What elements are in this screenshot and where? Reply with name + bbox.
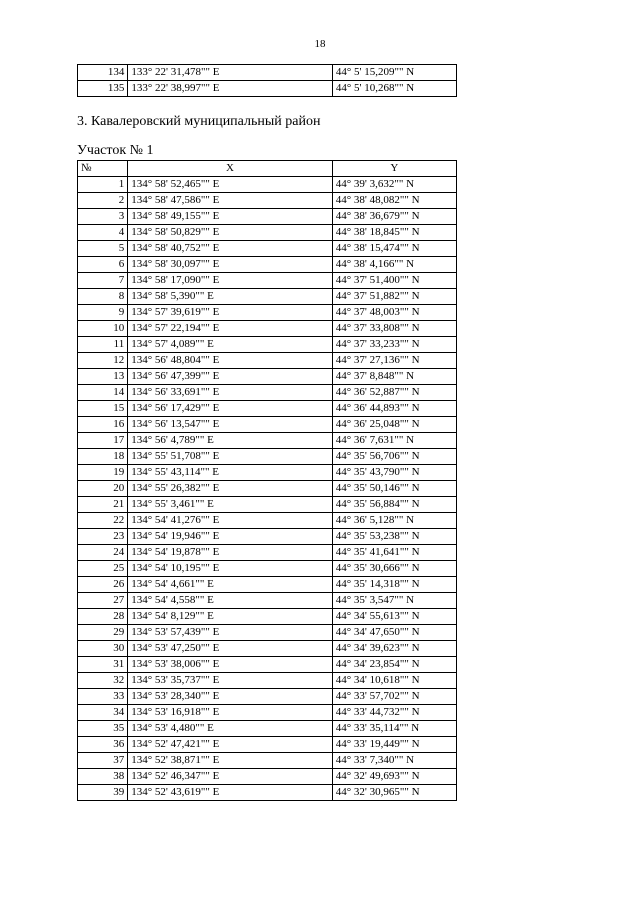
point-number-cell: 11	[78, 337, 128, 353]
x-coordinate-cell: 134° 56' 48,804"" E	[128, 353, 333, 369]
table-row	[78, 305, 457, 321]
x-coordinate-cell: 134° 57' 39,619"" E	[128, 305, 333, 321]
table-row	[78, 609, 457, 625]
point-number-cell: 32	[78, 673, 128, 689]
table-row	[78, 673, 457, 689]
point-number-cell: 2	[78, 193, 128, 209]
x-coordinate-cell: 134° 56' 47,399"" E	[128, 369, 333, 385]
y-coordinate-cell: 44° 35' 56,884"" N	[332, 497, 456, 513]
y-coordinate-cell: 44° 37' 51,400"" N	[332, 273, 456, 289]
table-row	[78, 353, 457, 369]
x-coordinate-cell: 134° 55' 51,708"" E	[128, 449, 333, 465]
point-number-cell: 34	[78, 705, 128, 721]
point-number-cell: 33	[78, 689, 128, 705]
y-coordinate-cell: 44° 35' 30,666"" N	[332, 561, 456, 577]
x-coordinate-cell: 134° 55' 43,114"" E	[128, 465, 333, 481]
y-coordinate-cell: 44° 33' 7,340"" N	[332, 753, 456, 769]
x-coordinate-cell: 134° 58' 50,829"" E	[128, 225, 333, 241]
table-row	[78, 81, 457, 97]
point-number-cell: 5	[78, 241, 128, 257]
table-row	[78, 209, 457, 225]
table-row	[78, 545, 457, 561]
table-row	[78, 241, 457, 257]
table-row	[78, 497, 457, 513]
x-coordinate-cell: 134° 56' 17,429"" E	[128, 401, 333, 417]
point-number-cell: 24	[78, 545, 128, 561]
y-coordinate-cell: 44° 33' 35,114"" N	[332, 721, 456, 737]
table-row	[78, 481, 457, 497]
table-row	[78, 385, 457, 401]
y-coordinate-cell: 44° 35' 50,146"" N	[332, 481, 456, 497]
x-coordinate-cell: 134° 52' 43,619"" E	[128, 785, 333, 801]
coordinates-table	[77, 160, 457, 801]
point-number-cell: 27	[78, 593, 128, 609]
plot-heading: Участок № 1	[77, 143, 154, 158]
point-number-cell: 135	[78, 81, 128, 97]
table-row	[78, 417, 457, 433]
point-number-cell: 134	[78, 65, 128, 81]
table-row	[78, 593, 457, 609]
x-coordinate-cell: 134° 53' 47,250"" E	[128, 641, 333, 657]
y-coordinate-cell: 44° 37' 8,848"" N	[332, 369, 456, 385]
point-number-cell: 37	[78, 753, 128, 769]
table-row	[78, 689, 457, 705]
x-coordinate-cell: 134° 58' 17,090"" E	[128, 273, 333, 289]
x-coordinate-cell: 134° 56' 33,691"" E	[128, 385, 333, 401]
section-heading: 3. Кавалеровский муниципальный район	[77, 114, 321, 129]
table-row	[78, 769, 457, 785]
y-coordinate-cell: 44° 38' 4,166"" N	[332, 257, 456, 273]
column-header-y: Y	[332, 161, 456, 177]
table-row	[78, 433, 457, 449]
coordinates-table-continued	[77, 64, 457, 97]
x-coordinate-cell: 134° 57' 22,194"" E	[128, 321, 333, 337]
table-row	[78, 625, 457, 641]
y-coordinate-cell: 44° 5' 10,268"" N	[332, 81, 456, 97]
y-coordinate-cell: 44° 35' 53,238"" N	[332, 529, 456, 545]
y-coordinate-cell: 44° 37' 51,882"" N	[332, 289, 456, 305]
y-coordinate-cell: 44° 39' 3,632"" N	[332, 177, 456, 193]
table-row	[78, 289, 457, 305]
point-number-cell: 26	[78, 577, 128, 593]
y-coordinate-cell: 44° 35' 41,641"" N	[332, 545, 456, 561]
table-row	[78, 273, 457, 289]
table-row	[78, 657, 457, 673]
x-coordinate-cell: 134° 54' 8,129"" E	[128, 609, 333, 625]
table-row	[78, 369, 457, 385]
table-row	[78, 337, 457, 353]
table-row	[78, 785, 457, 801]
point-number-cell: 22	[78, 513, 128, 529]
page-number: 18	[314, 38, 326, 50]
x-coordinate-cell: 134° 58' 49,155"" E	[128, 209, 333, 225]
x-coordinate-cell: 133° 22' 31,478"" E	[128, 65, 333, 81]
x-coordinate-cell: 134° 54' 4,558"" E	[128, 593, 333, 609]
x-coordinate-cell: 134° 53' 38,006"" E	[128, 657, 333, 673]
table-row	[78, 177, 457, 193]
y-coordinate-cell: 44° 38' 36,679"" N	[332, 209, 456, 225]
table-body	[78, 65, 457, 97]
y-coordinate-cell: 44° 38' 18,845"" N	[332, 225, 456, 241]
table-row	[78, 577, 457, 593]
table-row	[78, 257, 457, 273]
table-row	[78, 401, 457, 417]
point-number-cell: 36	[78, 737, 128, 753]
y-coordinate-cell: 44° 35' 14,318"" N	[332, 577, 456, 593]
x-coordinate-cell: 134° 53' 28,340"" E	[128, 689, 333, 705]
x-coordinate-cell: 134° 56' 13,547"" E	[128, 417, 333, 433]
table-body	[78, 161, 457, 801]
y-coordinate-cell: 44° 34' 47,650"" N	[332, 625, 456, 641]
table-row	[78, 449, 457, 465]
point-number-cell: 14	[78, 385, 128, 401]
table-row	[78, 225, 457, 241]
point-number-cell: 8	[78, 289, 128, 305]
table-header-row	[78, 161, 457, 177]
y-coordinate-cell: 44° 32' 49,693"" N	[332, 769, 456, 785]
table-row	[78, 721, 457, 737]
x-coordinate-cell: 134° 54' 19,878"" E	[128, 545, 333, 561]
table-row	[78, 193, 457, 209]
y-coordinate-cell: 44° 37' 27,136"" N	[332, 353, 456, 369]
table-row	[78, 737, 457, 753]
table-row	[78, 561, 457, 577]
x-coordinate-cell: 134° 55' 3,461"" E	[128, 497, 333, 513]
table-row	[78, 529, 457, 545]
x-coordinate-cell: 134° 57' 4,089"" E	[128, 337, 333, 353]
point-number-cell: 21	[78, 497, 128, 513]
point-number-cell: 30	[78, 641, 128, 657]
y-coordinate-cell: 44° 35' 56,706"" N	[332, 449, 456, 465]
x-coordinate-cell: 134° 58' 52,465"" E	[128, 177, 333, 193]
point-number-cell: 3	[78, 209, 128, 225]
column-header-x: X	[128, 161, 333, 177]
table-row	[78, 465, 457, 481]
y-coordinate-cell: 44° 5' 15,209"" N	[332, 65, 456, 81]
y-coordinate-cell: 44° 35' 3,547"" N	[332, 593, 456, 609]
point-number-cell: 19	[78, 465, 128, 481]
y-coordinate-cell: 44° 36' 52,887"" N	[332, 385, 456, 401]
point-number-cell: 4	[78, 225, 128, 241]
point-number-cell: 15	[78, 401, 128, 417]
y-coordinate-cell: 44° 33' 19,449"" N	[332, 737, 456, 753]
point-number-cell: 1	[78, 177, 128, 193]
y-coordinate-cell: 44° 33' 57,702"" N	[332, 689, 456, 705]
x-coordinate-cell: 134° 53' 16,918"" E	[128, 705, 333, 721]
x-coordinate-cell: 134° 52' 38,871"" E	[128, 753, 333, 769]
y-coordinate-cell: 44° 36' 5,128"" N	[332, 513, 456, 529]
point-number-cell: 17	[78, 433, 128, 449]
point-number-cell: 12	[78, 353, 128, 369]
y-coordinate-cell: 44° 37' 48,003"" N	[332, 305, 456, 321]
point-number-cell: 18	[78, 449, 128, 465]
point-number-cell: 38	[78, 769, 128, 785]
x-coordinate-cell: 134° 53' 35,737"" E	[128, 673, 333, 689]
table-row	[78, 321, 457, 337]
y-coordinate-cell: 44° 34' 39,623"" N	[332, 641, 456, 657]
y-coordinate-cell: 44° 34' 23,854"" N	[332, 657, 456, 673]
y-coordinate-cell: 44° 38' 48,082"" N	[332, 193, 456, 209]
point-number-cell: 13	[78, 369, 128, 385]
x-coordinate-cell: 134° 54' 41,276"" E	[128, 513, 333, 529]
x-coordinate-cell: 134° 58' 5,390"" E	[128, 289, 333, 305]
y-coordinate-cell: 44° 34' 10,618"" N	[332, 673, 456, 689]
table-row	[78, 513, 457, 529]
y-coordinate-cell: 44° 34' 55,613"" N	[332, 609, 456, 625]
point-number-cell: 20	[78, 481, 128, 497]
column-header-number: №	[78, 161, 128, 177]
x-coordinate-cell: 134° 52' 47,421"" E	[128, 737, 333, 753]
y-coordinate-cell: 44° 32' 30,965"" N	[332, 785, 456, 801]
y-coordinate-cell: 44° 36' 44,893"" N	[332, 401, 456, 417]
point-number-cell: 39	[78, 785, 128, 801]
y-coordinate-cell: 44° 37' 33,808"" N	[332, 321, 456, 337]
x-coordinate-cell: 134° 54' 19,946"" E	[128, 529, 333, 545]
point-number-cell: 35	[78, 721, 128, 737]
x-coordinate-cell: 134° 58' 30,097"" E	[128, 257, 333, 273]
y-coordinate-cell: 44° 33' 44,732"" N	[332, 705, 456, 721]
point-number-cell: 16	[78, 417, 128, 433]
point-number-cell: 23	[78, 529, 128, 545]
point-number-cell: 9	[78, 305, 128, 321]
x-coordinate-cell: 134° 58' 47,586"" E	[128, 193, 333, 209]
point-number-cell: 28	[78, 609, 128, 625]
y-coordinate-cell: 44° 38' 15,474"" N	[332, 241, 456, 257]
table-row	[78, 641, 457, 657]
y-coordinate-cell: 44° 36' 25,048"" N	[332, 417, 456, 433]
point-number-cell: 25	[78, 561, 128, 577]
x-coordinate-cell: 134° 54' 4,661"" E	[128, 577, 333, 593]
x-coordinate-cell: 134° 58' 40,752"" E	[128, 241, 333, 257]
x-coordinate-cell: 134° 53' 57,439"" E	[128, 625, 333, 641]
point-number-cell: 31	[78, 657, 128, 673]
point-number-cell: 10	[78, 321, 128, 337]
x-coordinate-cell: 134° 54' 10,195"" E	[128, 561, 333, 577]
x-coordinate-cell: 133° 22' 38,997"" E	[128, 81, 333, 97]
point-number-cell: 7	[78, 273, 128, 289]
table-row	[78, 753, 457, 769]
point-number-cell: 29	[78, 625, 128, 641]
x-coordinate-cell: 134° 56' 4,789"" E	[128, 433, 333, 449]
y-coordinate-cell: 44° 36' 7,631"" N	[332, 433, 456, 449]
x-coordinate-cell: 134° 52' 46,347"" E	[128, 769, 333, 785]
x-coordinate-cell: 134° 53' 4,480"" E	[128, 721, 333, 737]
point-number-cell: 6	[78, 257, 128, 273]
table-row	[78, 65, 457, 81]
y-coordinate-cell: 44° 35' 43,790"" N	[332, 465, 456, 481]
table-row	[78, 705, 457, 721]
x-coordinate-cell: 134° 55' 26,382"" E	[128, 481, 333, 497]
y-coordinate-cell: 44° 37' 33,233"" N	[332, 337, 456, 353]
